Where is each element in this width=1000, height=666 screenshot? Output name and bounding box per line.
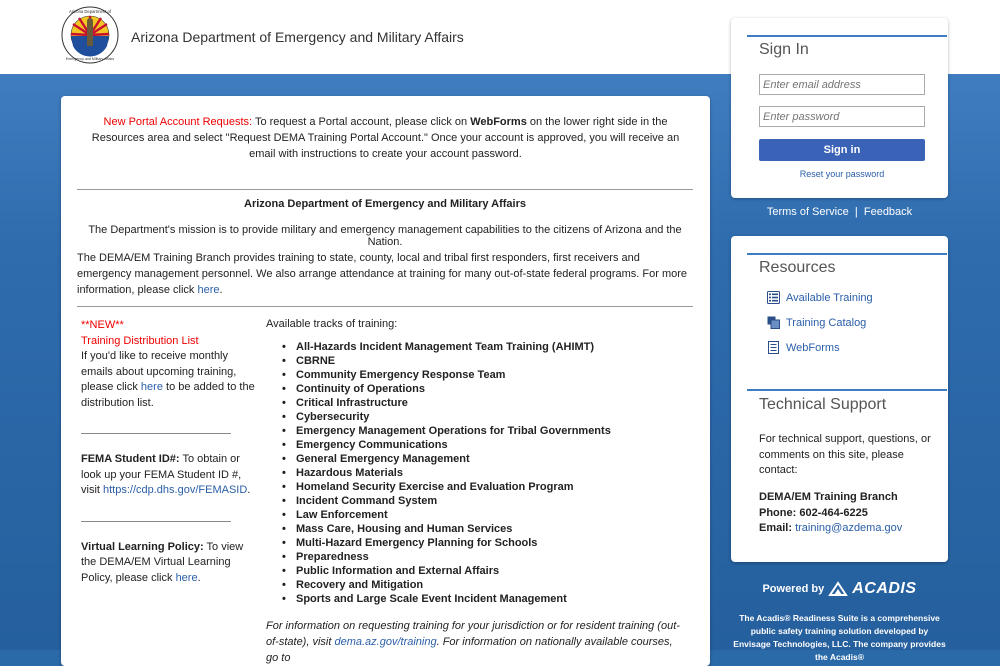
vl-text: To view the DEMA/EM Virtual Learning Policy, please click xyxy=(81,540,244,584)
svg-text:Emergency and Military Affairs: Emergency and Military Affairs xyxy=(65,57,115,61)
password-input[interactable] xyxy=(759,106,925,127)
available-training-link[interactable] xyxy=(767,291,873,304)
notice-webforms: WebForms xyxy=(470,116,527,128)
support-contact xyxy=(759,490,939,537)
branch-end: . xyxy=(219,284,223,296)
new-label: **NEW** xyxy=(81,319,124,331)
list-item: • Preparedness xyxy=(282,550,686,564)
form-icon xyxy=(767,341,780,354)
signin-card xyxy=(731,18,948,198)
card-accent-line xyxy=(747,389,947,391)
notice-text-1: To request a Portal account, please click on xyxy=(252,116,471,128)
acadis-logo[interactable]: ACADIS xyxy=(852,580,917,597)
powered-by xyxy=(731,580,948,598)
site-title: Arizona Department of Emergency and Military Affairs xyxy=(131,29,464,45)
signin-title: Sign In xyxy=(759,41,809,58)
card-accent-line xyxy=(747,35,947,37)
resource-label: Available Training xyxy=(786,291,873,304)
resources-title: Resources xyxy=(759,259,836,276)
training-catalog-link[interactable] xyxy=(767,316,866,329)
support-phone: Phone: 602-464-6225 xyxy=(759,506,868,519)
email-input[interactable] xyxy=(759,74,925,95)
card-accent-line xyxy=(747,253,947,255)
distribution-title: Training Distribution List xyxy=(81,334,199,347)
list-item: • Hazardous Materials xyxy=(282,466,686,480)
list-icon xyxy=(767,291,780,304)
resource-label: WebForms xyxy=(786,341,840,354)
signin-button[interactable]: Sign in xyxy=(759,139,925,161)
list-item: • Community Emergency Response Team xyxy=(282,368,686,382)
powered-by-text: Powered by xyxy=(762,583,825,595)
list-item: • Critical Infrastructure xyxy=(282,396,686,410)
notice-text-2: on the lower right side in the Resources area and select "Request DEMA Training Portal Account." Once your account is approved, you will receive an email with instructions to create your account password. xyxy=(91,116,680,160)
resources-card xyxy=(731,236,948,562)
main-content-card xyxy=(61,96,710,666)
list-item: • Homeland Security Exercise and Evaluation Program xyxy=(282,480,686,494)
virtual-learning-section xyxy=(81,540,261,587)
fema-id-section xyxy=(81,452,261,499)
list-item: • Emergency Communications xyxy=(282,438,686,452)
tracks-intro: Available tracks of training: xyxy=(266,318,398,330)
footnote-link[interactable]: dema.az.gov/training xyxy=(334,636,437,648)
distribution-text-2: to be added to the distribution list. xyxy=(81,381,255,409)
support-email-link[interactable]: training@azdema.gov xyxy=(795,522,903,534)
notice-label: New Portal Account Requests: xyxy=(103,116,253,128)
vl-link[interactable]: here xyxy=(175,571,198,584)
footer-links xyxy=(731,206,948,218)
acadis-blurb: The Acadis® Readiness Suite is a comprehensive public safety training solution developed by Envisage Technologies, LLC. The company provides the Acadis® xyxy=(733,613,946,662)
fema-text: To obtain or look up your FEMA Student ID #, visit xyxy=(81,453,242,496)
tracks-list xyxy=(266,340,686,606)
link-separator: | xyxy=(854,206,858,218)
resource-label: Training Catalog xyxy=(786,316,867,329)
fema-link[interactable]: https://cdp.dhs.gov/FEMASID xyxy=(103,484,248,496)
distribution-text-1: If you'd like to receive monthly emails about upcoming training, please click xyxy=(81,350,237,393)
list-item: • Law Enforcement xyxy=(282,508,686,522)
support-branch: DEMA/EM Training Branch xyxy=(759,491,898,503)
list-item: • Mass Care, Housing and Human Services xyxy=(282,522,686,536)
fema-end: . xyxy=(247,484,251,496)
vl-label: Virtual Learning Policy: xyxy=(81,540,204,553)
catalog-icon xyxy=(767,316,780,329)
fema-label: FEMA Student ID#: xyxy=(81,453,180,465)
list-item: • Multi-Hazard Emergency Planning for Schools xyxy=(282,536,686,550)
divider xyxy=(77,189,693,190)
list-item: • CBRNE xyxy=(282,354,686,368)
footnote-text-1: For information on requesting training for your jurisdiction or for resident training (out-of-state), visit xyxy=(266,620,680,648)
list-item: • Continuity of Operations xyxy=(282,382,686,396)
dema-seal-logo[interactable] xyxy=(61,6,119,64)
mission-text: The Department's mission is to provide military and emergency management capabilities to the citizens of Arizona and the Nation. xyxy=(88,224,682,248)
list-item: • Recovery and Mitigation xyxy=(282,578,686,592)
webforms-link[interactable] xyxy=(767,341,840,354)
email-label: Email: xyxy=(759,522,796,534)
vl-end: . xyxy=(197,571,201,584)
branch-text: The DEMA/EM Training Branch provides training to state, county, local and tribal first responders, first receivers and emergency management personnel. We also arrange attendance at training for many out-of-state federal programs. For more information, please click xyxy=(77,252,688,296)
support-email-row xyxy=(759,521,939,537)
feedback-link[interactable]: Feedback xyxy=(863,206,913,218)
tracks-column xyxy=(266,318,686,666)
list-item: • All-Hazards Incident Management Team Training (AHIMT) xyxy=(282,340,686,354)
support-text: For technical support, questions, or comments on this site, please contact: xyxy=(759,433,931,476)
svg-text:Arizona Department of: Arizona Department of xyxy=(69,9,111,14)
list-item: • Incident Command System xyxy=(282,494,686,508)
list-item: • Emergency Management Operations for Tribal Governments xyxy=(282,424,686,438)
footnote-text-2: . For information on nationally available courses, go to xyxy=(266,636,673,664)
tracks-footnote xyxy=(266,618,686,666)
org-title: Arizona Department of Emergency and Military Affairs xyxy=(244,198,526,210)
branch-description xyxy=(77,250,693,298)
list-item: • General Emergency Management xyxy=(282,452,686,466)
distribution-text xyxy=(81,349,261,411)
short-divider xyxy=(81,433,231,434)
terms-of-service-link[interactable]: Terms of Service xyxy=(766,206,849,218)
support-title: Technical Support xyxy=(759,396,887,413)
list-item: • Cybersecurity xyxy=(282,410,686,424)
branch-more-info-link[interactable]: here xyxy=(197,284,220,296)
list-item: • Public Information and External Affairs xyxy=(282,564,686,578)
short-divider xyxy=(81,521,231,522)
acadis-mark-icon xyxy=(828,581,848,597)
portal-request-notice xyxy=(81,114,690,162)
divider xyxy=(77,306,693,307)
reset-password-link[interactable]: Reset your password xyxy=(799,169,885,179)
distribution-link[interactable]: here xyxy=(140,381,163,393)
left-column xyxy=(81,318,261,586)
list-item: • Sports and Large Scale Event Incident Management xyxy=(282,592,686,606)
